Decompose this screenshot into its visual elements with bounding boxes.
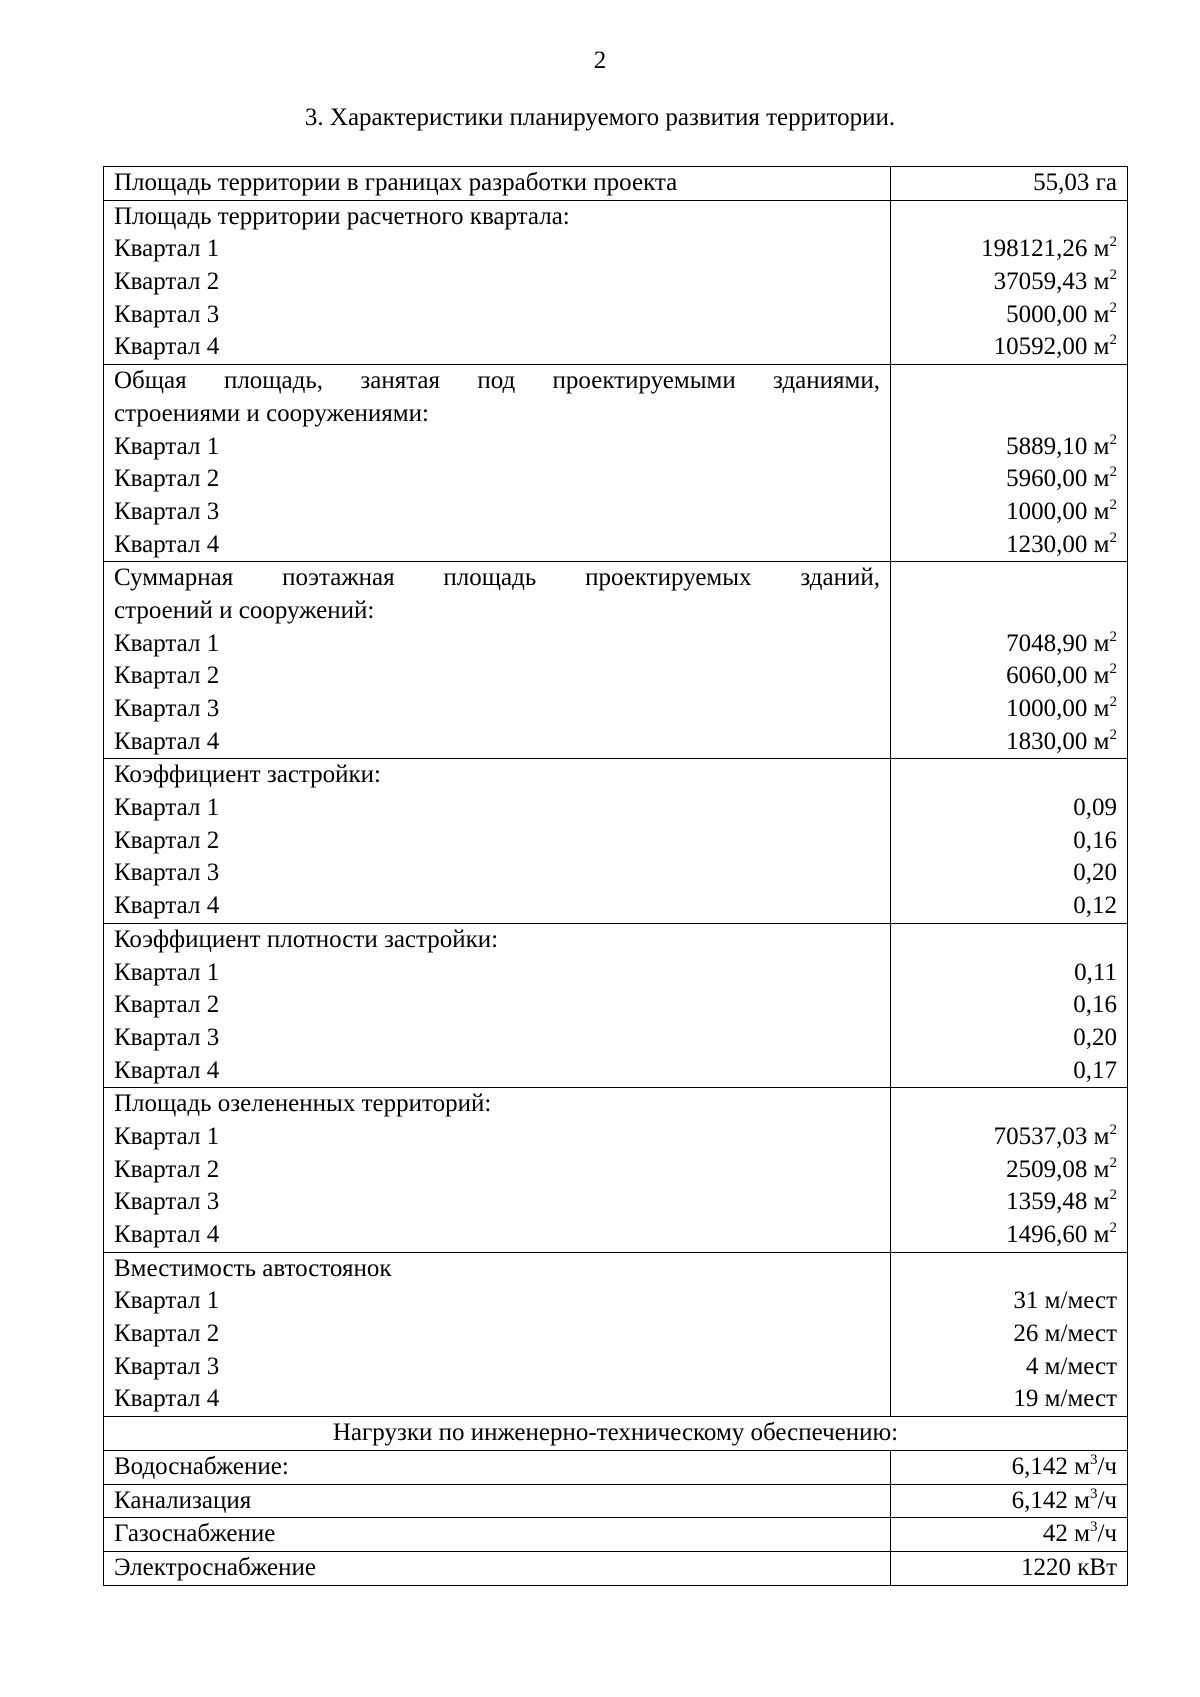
table-row [104, 1252, 1128, 1416]
table-row [104, 759, 1128, 923]
value-number: 4 м/мест [1025, 1352, 1117, 1380]
value-text [901, 266, 1117, 299]
value-text [901, 1351, 1117, 1384]
row-label [104, 1551, 891, 1585]
unit-superscript: 2 [1109, 464, 1117, 481]
value-number: 0,20 [1073, 859, 1117, 887]
value-text [901, 1518, 1117, 1551]
value-text [901, 1383, 1117, 1416]
value-spacer [901, 365, 1117, 398]
value-number: 5889,10 м [1006, 432, 1110, 460]
value-number: 37059,43 м [993, 268, 1110, 296]
value-number: 5960,00 м [1006, 465, 1110, 493]
value-spacer [901, 201, 1117, 234]
table-row [104, 200, 1128, 364]
value-number: 19 м/мест [1013, 1385, 1117, 1413]
row-value [891, 167, 1128, 201]
value-number: 1000,00 м [1006, 695, 1110, 722]
quarter-label: Квартал 4 [114, 1221, 220, 1248]
group-heading-line: строений и сооружений: [114, 596, 375, 624]
value-spacer [901, 398, 1117, 431]
quarter-label: Квартал 4 [114, 1056, 220, 1084]
value-text [901, 1022, 1117, 1055]
quarter-label: Квартал 3 [114, 497, 220, 525]
group-heading-line: Площадь территории расчетного квартала: [114, 202, 570, 230]
row-label [104, 1450, 891, 1484]
quarter-label: Квартал 3 [114, 1023, 220, 1051]
row-label [104, 1484, 891, 1518]
section-heading-text: Нагрузки по инженерно-техническому обеспечению: [332, 1419, 899, 1447]
row-label-text: Электроснабжение [114, 1553, 316, 1581]
group-labels [104, 200, 891, 364]
unit-superscript: 2 [1109, 1187, 1117, 1204]
group-values [891, 759, 1128, 923]
quarter-label: Квартал 3 [114, 695, 220, 722]
row-label-text: Газоснабжение [114, 1520, 276, 1548]
quarter-label: Квартал 4 [114, 892, 220, 920]
value-number: 1359,48 м [1006, 1188, 1110, 1216]
row-value [891, 1450, 1128, 1484]
quarter-label: Квартал 3 [114, 300, 220, 328]
value-number: 0,16 [1073, 826, 1117, 854]
unit-superscript: 3 [1089, 1451, 1098, 1468]
value-text [901, 1186, 1117, 1219]
table-row [104, 1518, 1128, 1552]
quarter-label: Квартал 2 [114, 662, 220, 690]
quarter-label: Квартал 3 [114, 859, 220, 887]
unit-superscript: 2 [1109, 628, 1117, 645]
value-suffix: /ч [1097, 1452, 1117, 1480]
value-number: 31 м/мест [1013, 1287, 1117, 1315]
value-spacer [901, 562, 1117, 595]
document-title: 3. Характеристики планируемого развития территории. [304, 104, 896, 131]
value-text [901, 957, 1117, 990]
group-heading-line: Вместимость автостоянок [114, 1254, 392, 1282]
group-values [891, 562, 1128, 759]
group-heading-line: Площадь озелененных территорий: [114, 1090, 492, 1118]
group-heading-line: Общая площадь, занятая под проектируемыми зданиями, [114, 367, 880, 395]
quarter-label: Квартал 3 [114, 1352, 220, 1380]
value-number: 1220 кВт [1021, 1553, 1117, 1581]
group-labels [104, 1252, 891, 1416]
table-row [104, 1088, 1128, 1252]
unit-superscript: 2 [1109, 1154, 1117, 1171]
value-text [901, 529, 1117, 562]
value-number: 2509,08 м [1006, 1155, 1110, 1183]
value-number: 10592,00 м [993, 333, 1110, 361]
value-number: 198121,26 м [981, 235, 1110, 263]
group-values [891, 1252, 1128, 1416]
unit-superscript: 2 [1109, 661, 1117, 678]
unit-superscript: 2 [1109, 529, 1117, 546]
characteristics-table [103, 166, 1128, 1586]
quarter-label: Квартал 2 [114, 826, 220, 854]
group-heading-line: Коэффициент застройки: [114, 761, 382, 789]
value-text [901, 1154, 1117, 1187]
quarter-label: Квартал 2 [114, 465, 220, 493]
table-row [104, 562, 1128, 759]
unit-superscript: 2 [1109, 694, 1117, 710]
quarter-label: Квартал 2 [114, 1155, 220, 1183]
value-suffix: /ч [1097, 1520, 1117, 1548]
group-values [891, 365, 1128, 562]
value-text [901, 825, 1117, 858]
value-number: 1830,00 м [1006, 727, 1110, 755]
group-labels [104, 562, 891, 759]
value-spacer [901, 759, 1117, 792]
value-text [901, 496, 1117, 529]
section-heading [104, 1417, 1128, 1451]
table-row [104, 1450, 1128, 1484]
value-number: 1230,00 м [1006, 530, 1110, 558]
value-text [901, 693, 1117, 726]
value-number: 0,09 [1073, 794, 1117, 822]
row-label-text: Водоснабжение: [114, 1452, 289, 1480]
value-text [901, 1451, 1117, 1484]
unit-superscript: 2 [1109, 299, 1117, 316]
quarter-label: Квартал 1 [114, 1122, 220, 1150]
unit-superscript: 2 [1109, 431, 1117, 448]
value-text [901, 1055, 1117, 1088]
value-number: 0,12 [1073, 892, 1117, 920]
value-text [901, 463, 1117, 496]
group-heading-line: Суммарная поэтажная площадь проектируемых зданий, [114, 564, 880, 592]
quarter-label: Квартал 2 [114, 1320, 220, 1348]
value-number: 70537,03 м [993, 1122, 1110, 1150]
group-values [891, 923, 1128, 1087]
group-labels [104, 923, 891, 1087]
quarter-label: Квартал 1 [114, 629, 220, 657]
quarter-label: Квартал 1 [114, 1287, 220, 1315]
value-text [901, 792, 1117, 825]
value-number: 0,16 [1073, 991, 1117, 1019]
value-text [901, 1285, 1117, 1318]
unit-superscript: 2 [1109, 267, 1117, 284]
value-text [901, 1219, 1117, 1252]
row-label [104, 167, 891, 201]
value-number: 6,142 м [1011, 1452, 1090, 1480]
value-text [901, 660, 1117, 693]
unit-superscript: 2 [1109, 496, 1117, 513]
group-labels [104, 759, 891, 923]
value-spacer [901, 924, 1117, 957]
group-values [891, 200, 1128, 364]
quarter-label: Квартал 1 [114, 432, 220, 460]
value-text [901, 726, 1117, 759]
value-text [901, 299, 1117, 332]
table-row [104, 1551, 1128, 1585]
value-spacer [901, 1088, 1117, 1121]
value-number: 0,17 [1073, 1056, 1117, 1084]
value-text [901, 167, 1117, 200]
value-number: 0,11 [1074, 958, 1117, 986]
group-labels [104, 1088, 891, 1252]
table-row [104, 1417, 1128, 1451]
value-text [901, 233, 1117, 266]
unit-superscript: 2 [1109, 1121, 1117, 1138]
value-number: 0,20 [1073, 1023, 1117, 1051]
value-number: 26 м/мест [1013, 1320, 1117, 1348]
quarter-label: Квартал 4 [114, 530, 220, 558]
group-values [891, 1088, 1128, 1252]
value-number: 42 м [1042, 1520, 1090, 1548]
value-text [901, 890, 1117, 923]
value-text [901, 1121, 1117, 1154]
value-suffix: /ч [1097, 1486, 1117, 1514]
value-number: 6,142 м [1011, 1486, 1090, 1514]
table-row [104, 923, 1128, 1087]
value-text [901, 989, 1117, 1022]
group-heading-line: строениями и сооружениями: [114, 399, 429, 427]
unit-superscript: 2 [1109, 332, 1117, 349]
row-label [104, 1518, 891, 1552]
quarter-label: Квартал 2 [114, 991, 220, 1019]
unit-superscript: 2 [1109, 1220, 1117, 1236]
quarter-label: Квартал 4 [114, 333, 220, 361]
table-row [104, 1484, 1128, 1518]
value-text [901, 1552, 1117, 1585]
value-number: 7048,90 м [1006, 629, 1110, 657]
row-label-text: Площадь территории в границах разработки проекта [114, 169, 678, 196]
value-text [901, 628, 1117, 661]
quarter-label: Квартал 1 [114, 794, 220, 822]
quarter-label: Квартал 4 [114, 727, 220, 755]
row-value [891, 1518, 1128, 1552]
group-heading-line: Коэффициент плотности застройки: [114, 925, 499, 953]
value-number: 55,03 га [1033, 169, 1117, 196]
row-label-text: Канализация [114, 1486, 252, 1514]
row-value [891, 1551, 1128, 1585]
value-text [901, 431, 1117, 464]
table-row [104, 167, 1128, 201]
unit-superscript: 2 [1109, 726, 1117, 743]
quarter-label: Квартал 4 [114, 1385, 220, 1413]
value-text [901, 331, 1117, 364]
value-text [901, 857, 1117, 890]
quarter-label: Квартал 1 [114, 235, 220, 263]
table-row [104, 365, 1128, 562]
quarter-label: Квартал 2 [114, 268, 220, 296]
value-text [901, 1318, 1117, 1351]
quarter-label: Квартал 3 [114, 1188, 220, 1216]
value-spacer [901, 595, 1117, 628]
value-number: 6060,00 м [1006, 662, 1110, 690]
group-labels [104, 365, 891, 562]
value-spacer [901, 1253, 1117, 1286]
unit-superscript: 2 [1109, 234, 1117, 251]
value-text [901, 1485, 1117, 1518]
value-number: 1496,60 м [1006, 1221, 1110, 1248]
page-number: 2 [593, 47, 607, 74]
unit-superscript: 3 [1089, 1485, 1098, 1502]
unit-superscript: 3 [1089, 1519, 1098, 1536]
quarter-label: Квартал 1 [114, 958, 220, 986]
value-number: 5000,00 м [1006, 300, 1110, 328]
row-value [891, 1484, 1128, 1518]
value-number: 1000,00 м [1006, 497, 1110, 525]
